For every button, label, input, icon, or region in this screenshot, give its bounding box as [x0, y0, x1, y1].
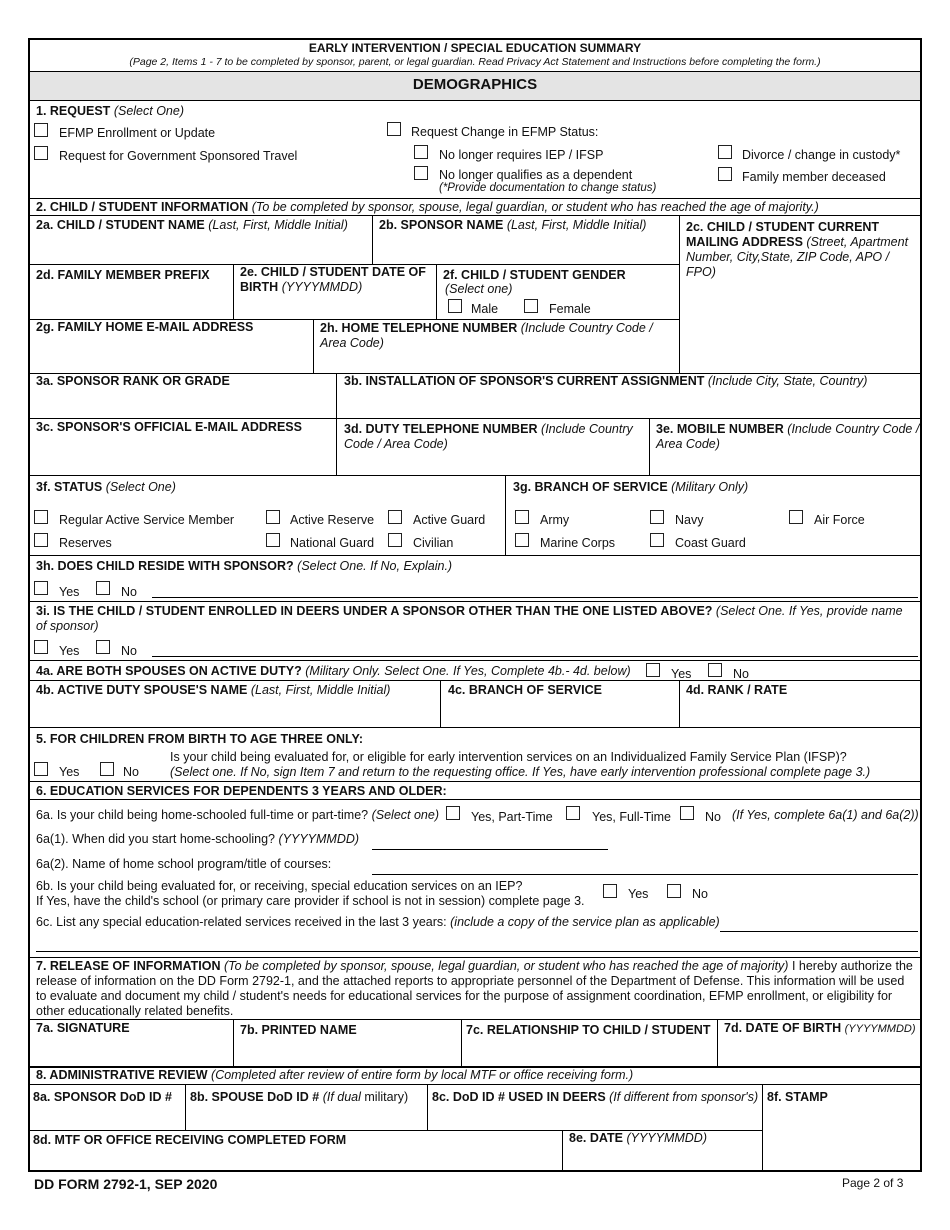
deers-sponsor-line[interactable] — [152, 656, 918, 657]
checkbox-reserves[interactable] — [34, 533, 48, 547]
option-no-dependent-note: (*Provide documentation to change status) — [439, 182, 657, 194]
checkbox-civilian[interactable] — [388, 533, 402, 547]
checkbox-homeschool-no[interactable] — [680, 806, 694, 820]
field-7d-dob[interactable]: 7d. DATE OF BIRTH (YYYYMMDD) — [724, 1021, 916, 1035]
divider — [30, 198, 920, 199]
option-divorce: Divorce / change in custody* — [742, 148, 901, 162]
checkbox-full-time[interactable] — [566, 806, 580, 820]
divider — [30, 555, 920, 556]
option-no-iep: No longer requires IEP / IFSP — [439, 148, 604, 162]
field-4d-rank[interactable]: 4d. RANK / RATE — [686, 683, 788, 697]
option-army: Army — [540, 513, 570, 527]
homeschool-program-label: 6a(2). Name of home school program/title of courses: — [36, 857, 332, 871]
field-2h-home-phone[interactable]: 2h. HOME TELEPHONE NUMBER (Include Country Code / Area Code) — [320, 321, 653, 350]
option-homeschool-no: No — [705, 810, 721, 824]
field-2b-sponsor-name[interactable]: 2b. SPONSOR NAME (Last, First, Middle Initial) — [379, 218, 647, 232]
checkbox-coast-guard[interactable] — [650, 533, 664, 547]
checkbox-deceased[interactable] — [718, 167, 732, 181]
option-regular-active: Regular Active Service Member — [59, 513, 235, 527]
iep-question-2: If Yes, have the child's school (or primary care provider if school is not in session) complete page 3. — [36, 894, 585, 908]
option-active-reserve: Active Reserve — [290, 513, 375, 527]
option-no-dependent: No longer qualifies as a dependent — [439, 168, 633, 182]
checkbox-active-reserve[interactable] — [266, 510, 280, 524]
divider — [649, 418, 650, 475]
field-7a-signature[interactable]: 7a. SIGNATURE — [36, 1021, 130, 1035]
option-efmp-enrollment: EFMP Enrollment or Update — [59, 126, 216, 140]
checkbox-iep-no[interactable] — [667, 884, 681, 898]
divider — [505, 475, 506, 555]
page-number: Page 2 of 3 — [842, 1176, 904, 1190]
option-female: Female — [549, 302, 591, 316]
divider — [233, 264, 234, 319]
divider — [30, 680, 920, 681]
request-label: 1. REQUEST (Select One) — [36, 104, 184, 118]
deers-question: 3i. IS THE CHILD / STUDENT ENROLLED IN DEERS UNDER A SPONSOR OTHER THAN THE ONE LISTED ABOVE? (Select One. If Yes, provide name of sponsor) — [36, 604, 903, 633]
option-air-force: Air Force — [814, 513, 865, 527]
option-civilian: Civilian — [413, 536, 454, 550]
checkbox-no-iep[interactable] — [414, 145, 428, 159]
ifsp-question: Is your child being evaluated for, or eligible for early intervention services on an Individualized Family Service Plan (IFSP)? — [170, 750, 847, 764]
field-8c-deers-id[interactable]: 8c. DoD ID # USED IN DEERS (If different from sponsor's) — [432, 1090, 759, 1104]
gender-note: (Select one) — [445, 282, 513, 296]
option-active-guard: Active Guard — [413, 513, 486, 527]
divider — [562, 1130, 563, 1172]
field-3e-mobile[interactable]: 3e. MOBILE NUMBER (Include Country Code / Area Code) — [656, 422, 920, 451]
divider — [679, 215, 680, 373]
form-subtitle: (Page 2, Items 1 - 7 to be completed by sponsor, parent, or legal guardian. Read Privacy Act Statement and Instructions before completing the form.) — [129, 56, 821, 68]
option-marine-corps: Marine Corps — [540, 536, 616, 550]
divider — [30, 215, 920, 216]
checkbox-female[interactable] — [524, 299, 538, 313]
reside-explain-line[interactable] — [152, 597, 918, 598]
option-male: Male — [471, 302, 499, 316]
divider — [461, 1019, 462, 1066]
field-2g-email[interactable]: 2g. FAMILY HOME E-MAIL ADDRESS — [36, 320, 254, 334]
field-7c-relationship[interactable]: 7c. RELATIONSHIP TO CHILD / STUDENT — [466, 1023, 711, 1037]
checkbox-travel[interactable] — [34, 146, 48, 160]
checkbox-regular-active[interactable] — [34, 510, 48, 524]
divider — [336, 373, 337, 475]
divider — [30, 781, 920, 782]
field-8b-spouse-id[interactable]: 8b. SPOUSE DoD ID # (If dual military) — [190, 1090, 409, 1104]
divider — [30, 475, 920, 476]
services-input-2[interactable] — [36, 951, 918, 952]
option-full-time: Yes, Full-Time — [592, 810, 671, 824]
field-3c-official-email[interactable]: 3c. SPONSOR'S OFFICIAL E-MAIL ADDRESS — [36, 420, 302, 434]
ifsp-note: (Select one. If No, sign Item 7 and return to the requesting office. If Yes, have early intervention professional complete page 3.) — [170, 765, 871, 779]
field-2f-gender: 2f. CHILD / STUDENT GENDER — [443, 268, 626, 282]
field-8e-date[interactable]: 8e. DATE (YYYYMMDD) — [569, 1131, 707, 1145]
divider — [762, 1084, 763, 1172]
reside-question: 3h. DOES CHILD RESIDE WITH SPONSOR? (Select One. If No, Explain.) — [36, 559, 453, 573]
checkbox-national-guard[interactable] — [266, 533, 280, 547]
form-title: EARLY INTERVENTION / SPECIAL EDUCATION SUMMARY — [308, 41, 642, 55]
divider — [233, 1019, 234, 1066]
checkbox-ifsp-yes[interactable] — [34, 762, 48, 776]
homeschool-tail: (If Yes, complete 6a(1) and 6a(2)) — [732, 808, 919, 822]
option-deceased: Family member deceased — [742, 170, 886, 184]
admin-review-label: 8. ADMINISTRATIVE REVIEW (Completed after review of entire form by local MTF or office receiving form.) — [36, 1068, 634, 1082]
field-8a-sponsor-id[interactable]: 8a. SPONSOR DoD ID # — [33, 1090, 172, 1104]
divider — [436, 264, 437, 319]
field-2c-mailing-address[interactable]: 2c. CHILD / STUDENT CURRENT MAILING ADDRESS (Street, Apartment Number, City,State, ZIP Code, APO / FPO) — [686, 220, 909, 279]
services-question: 6c. List any special education-related services received in the last 3 years: (include a copy of the service plan as applicable) — [36, 915, 720, 929]
divider — [30, 957, 920, 958]
status-label: 3f. STATUS (Select One) — [36, 480, 176, 494]
section-title: DEMOGRAPHICS — [412, 76, 538, 93]
divider — [372, 215, 373, 264]
branch-label: 3g. BRANCH OF SERVICE (Military Only) — [513, 480, 749, 494]
option-part-time: Yes, Part-Time — [471, 810, 553, 824]
field-3d-duty-phone[interactable]: 3d. DUTY TELEPHONE NUMBER (Include Country Code / Area Code) — [344, 422, 633, 451]
divider — [30, 799, 920, 800]
checkbox-change-status[interactable] — [387, 122, 401, 136]
option-coast-guard: Coast Guard — [675, 536, 746, 550]
divider — [30, 418, 920, 419]
checkbox-no-dependent[interactable] — [414, 166, 428, 180]
divider — [30, 601, 920, 602]
checkbox-air-force[interactable] — [789, 510, 803, 524]
divider — [440, 680, 441, 727]
education-label: 6. EDUCATION SERVICES FOR DEPENDENTS 3 YEARS AND OLDER: — [36, 784, 447, 798]
option-dual-yes: Yes — [671, 667, 692, 681]
option-reserves: Reserves — [59, 536, 112, 550]
option-iep-yes: Yes — [628, 887, 649, 901]
checkbox-army[interactable] — [515, 510, 529, 524]
checkbox-navy[interactable] — [650, 510, 664, 524]
checkbox-marine-corps[interactable] — [515, 533, 529, 547]
field-3a-rank[interactable]: 3a. SPONSOR RANK OR GRADE — [36, 374, 230, 388]
child-info-label: 2. CHILD / STUDENT INFORMATION (To be completed by sponsor, spouse, legal guardian, or student who has reached the age of majority.) — [36, 200, 819, 214]
option-navy: Navy — [675, 513, 704, 527]
checkbox-part-time[interactable] — [446, 806, 460, 820]
option-travel: Request for Government Sponsored Travel — [59, 149, 298, 163]
divider — [30, 1019, 920, 1020]
option-change-status: Request Change in EFMP Status: — [411, 125, 599, 139]
field-2e-dob[interactable]: 2e. CHILD / STUDENT DATE OF BIRTH (YYYYMMDD) — [240, 265, 426, 294]
option-deers-no: No — [121, 644, 137, 658]
option-iep-no: No — [692, 887, 708, 901]
services-input[interactable] — [720, 931, 918, 932]
option-national-guard: National Guard — [290, 536, 375, 550]
option-ifsp-no: No — [123, 765, 139, 779]
checkbox-ifsp-no[interactable] — [100, 762, 114, 776]
checkbox-active-guard[interactable] — [388, 510, 402, 524]
divider — [185, 1084, 186, 1130]
homeschool-question: 6a. Is your child being home-schooled full-time or part-time? (Select one) — [36, 808, 439, 822]
field-2d-prefix[interactable]: 2d. FAMILY MEMBER PREFIX — [36, 268, 210, 282]
divider — [679, 680, 680, 727]
release-text: 7. RELEASE OF INFORMATION (To be completed by sponsor, spouse, legal guardian, or student who has reached the age of majority) I hereby authorize the release of information on the DD Form 2792-1, and the attached reports to appropriate personnel of the Department of Defense. This information will be used to evaluate and document my child / student's needs for educational services for the purpose of assignment coordination, EFMP enrollment, or eligibility for other educationally related benefits. — [36, 959, 913, 1018]
homeschool-start-input[interactable] — [372, 849, 608, 850]
birth-three-label: 5. FOR CHILDREN FROM BIRTH TO AGE THREE ONLY: — [36, 732, 364, 746]
option-deers-yes: Yes — [59, 644, 80, 658]
checkbox-dual-yes[interactable] — [646, 663, 660, 677]
field-3b-installation[interactable]: 3b. INSTALLATION OF SPONSOR'S CURRENT ASSIGNMENT (Include City, State, Country) — [344, 374, 868, 388]
checkbox-reside-yes[interactable] — [34, 581, 48, 595]
divider — [30, 1084, 920, 1085]
option-reside-no: No — [121, 585, 137, 599]
divider — [30, 727, 920, 728]
field-4b-spouse-name[interactable]: 4b. ACTIVE DUTY SPOUSE'S NAME (Last, First, Middle Initial) — [36, 683, 391, 697]
field-2a-child-name[interactable]: 2a. CHILD / STUDENT NAME (Last, First, Middle Initial) — [36, 218, 348, 232]
iep-question: 6b. Is your child being evaluated for, or receiving, special education services on an IEP? — [36, 879, 523, 893]
option-reside-yes: Yes — [59, 585, 80, 599]
homeschool-start-label: 6a(1). When did you start home-schooling? (YYYYMMDD) — [36, 832, 360, 846]
checkbox-dual-no[interactable] — [708, 663, 722, 677]
divider — [717, 1019, 718, 1066]
checkbox-divorce[interactable] — [718, 145, 732, 159]
checkbox-reside-no[interactable] — [96, 581, 110, 595]
checkbox-iep-yes[interactable] — [603, 884, 617, 898]
divider — [427, 1084, 428, 1130]
checkbox-deers-yes[interactable] — [34, 640, 48, 654]
active-duty-question: 4a. ARE BOTH SPOUSES ON ACTIVE DUTY? (Military Only. Select One. If Yes, Complete 4b.- 4d. below) — [36, 664, 631, 678]
checkbox-deers-no[interactable] — [96, 640, 110, 654]
checkbox-male[interactable] — [448, 299, 462, 313]
field-7b-printed-name[interactable]: 7b. PRINTED NAME — [240, 1023, 357, 1037]
divider — [313, 319, 314, 373]
homeschool-program-input[interactable] — [372, 874, 918, 875]
option-dual-no: No — [733, 667, 749, 681]
field-4c-branch[interactable]: 4c. BRANCH OF SERVICE — [448, 683, 602, 697]
field-8d-receiving-office[interactable]: 8d. MTF OR OFFICE RECEIVING COMPLETED FORM — [33, 1133, 347, 1147]
divider — [30, 660, 920, 661]
checkbox-efmp-enrollment[interactable] — [34, 123, 48, 137]
option-ifsp-yes: Yes — [59, 765, 80, 779]
form-id: DD FORM 2792-1, SEP 2020 — [34, 1176, 218, 1192]
field-8f-stamp[interactable]: 8f. STAMP — [767, 1090, 828, 1104]
